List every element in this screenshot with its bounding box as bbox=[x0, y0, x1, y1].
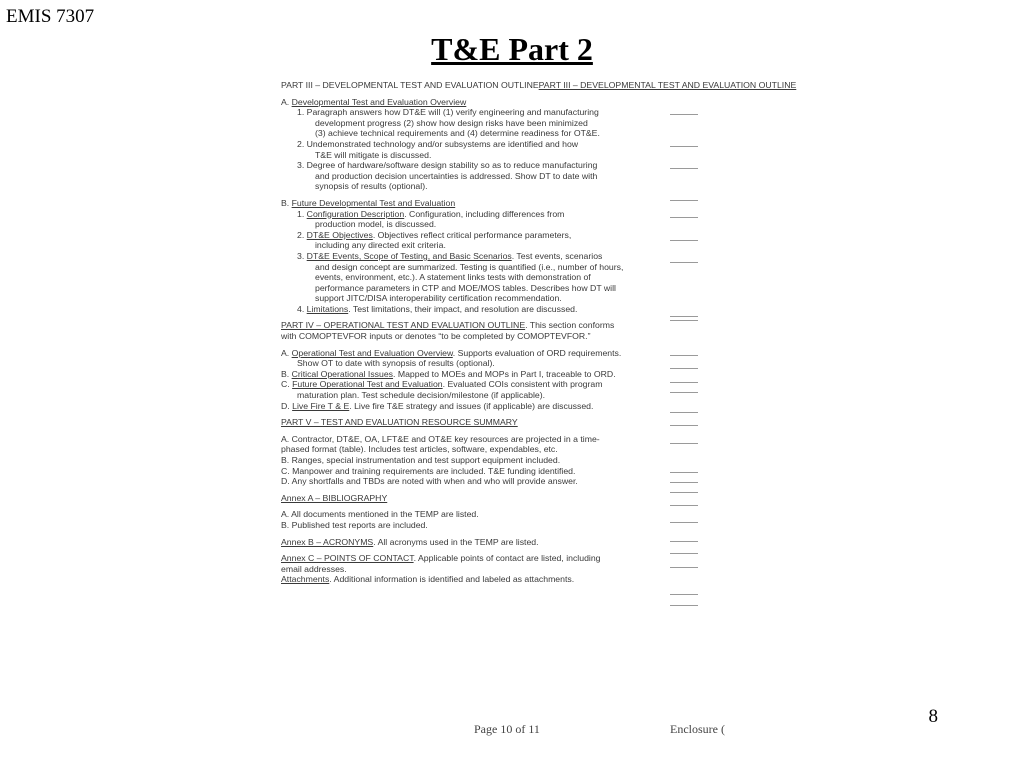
underlined-heading: Limitations bbox=[306, 303, 349, 314]
document-line bbox=[281, 455, 701, 466]
checkbox-blank-line bbox=[670, 553, 698, 554]
underlined-heading: Critical Operational Issues bbox=[291, 368, 394, 379]
document-line bbox=[281, 358, 701, 369]
line-text-rest: . Additional information is identified and labeled as attachments. bbox=[329, 574, 575, 585]
line-text-rest: . Evaluated COIs consistent with program bbox=[442, 379, 603, 390]
document-enclosure-label: Enclosure ( bbox=[670, 722, 725, 736]
line-text: Show OT to date with synopsis of results (optional). bbox=[297, 358, 495, 369]
document-page-number: Page 10 of 11 bbox=[474, 722, 540, 736]
document-line bbox=[281, 251, 701, 262]
document-line bbox=[281, 476, 701, 487]
line-text-rest: . Supports evaluation of ORD requirements. bbox=[452, 347, 622, 358]
course-label: EMIS 7307 bbox=[6, 6, 95, 27]
document-line bbox=[281, 434, 701, 445]
checkbox-blank-line bbox=[670, 355, 698, 356]
underlined-heading: Annex C – POINTS OF CONTACT bbox=[281, 553, 414, 564]
line-text: C. bbox=[281, 379, 293, 390]
line-text-rest: . All acronyms used in the TEMP are listed. bbox=[373, 536, 539, 547]
document-line bbox=[281, 509, 701, 520]
document-line bbox=[281, 348, 701, 359]
line-text-rest: . Test events, scenarios bbox=[511, 250, 603, 261]
document-line bbox=[281, 390, 701, 401]
document-line bbox=[281, 574, 701, 585]
document-line bbox=[281, 537, 701, 548]
document-line bbox=[281, 466, 701, 477]
line-text: including any directed exit criteria. bbox=[315, 240, 446, 251]
checkbox-blank-line bbox=[670, 492, 698, 493]
line-text-rest: . Live fire T&E strategy and issues (if applicable) are discussed. bbox=[349, 400, 594, 411]
underlined-heading: Attachments bbox=[281, 574, 330, 585]
checkbox-blank-line bbox=[670, 368, 698, 369]
underlined-heading: PART IV – OPERATIONAL TEST AND EVALUATION OUTLINE bbox=[281, 320, 526, 331]
document-line bbox=[281, 262, 701, 273]
line-text: B. Ranges, special instrumentation and test support equipment included. bbox=[281, 455, 561, 465]
document-line bbox=[281, 209, 701, 220]
document-line bbox=[281, 553, 701, 564]
checkbox-blank-line bbox=[670, 320, 698, 321]
line-text-rest: . Objectives reflect critical performance parameters, bbox=[372, 229, 572, 240]
document-line bbox=[281, 181, 701, 192]
line-text: maturation plan. Test schedule decision/milestone (if applicable). bbox=[297, 390, 546, 401]
checkbox-blank-line bbox=[670, 412, 698, 413]
checkbox-blank-line bbox=[670, 200, 698, 201]
underlined-heading: DT&E Objectives bbox=[306, 229, 373, 240]
checkbox-blank-line bbox=[670, 146, 698, 147]
document-line bbox=[281, 520, 701, 531]
line-text: 3. Degree of hardware/software design stability so as to reduce manufacturing bbox=[297, 160, 598, 171]
checkbox-blank-line bbox=[670, 605, 698, 606]
document-line bbox=[281, 293, 701, 304]
document-line bbox=[281, 107, 701, 118]
document-line bbox=[281, 219, 701, 230]
line-text: synopsis of results (optional). bbox=[315, 181, 428, 192]
document-line bbox=[281, 240, 701, 251]
line-text: production model, is discussed. bbox=[315, 219, 437, 230]
checkbox-blank-line bbox=[670, 217, 698, 218]
underlined-heading: Annex B – ACRONYMS bbox=[281, 536, 374, 547]
line-text: phased format (table). Includes test articles, software, expendables, etc. bbox=[281, 444, 558, 455]
line-text: B. bbox=[281, 368, 292, 379]
document-line bbox=[281, 171, 701, 182]
checkbox-blank-line bbox=[670, 443, 698, 444]
document-line bbox=[281, 198, 701, 209]
document-line bbox=[281, 493, 701, 504]
line-text-rest: . Applicable points of contact are listed, including bbox=[413, 553, 601, 564]
line-text: support JITC/DISA interoperability certification recommendation. bbox=[315, 293, 562, 304]
line-text: 1. Paragraph answers how DT&E will (1) verify engineering and manufacturing bbox=[297, 107, 599, 118]
document-line bbox=[281, 369, 701, 380]
document-line bbox=[281, 444, 701, 455]
slide-title: T&E Part 2 bbox=[431, 31, 593, 67]
underlined-heading: Annex A – BIBLIOGRAPHY bbox=[281, 492, 388, 503]
line-text: 2. bbox=[297, 229, 307, 240]
document-line bbox=[281, 304, 701, 315]
line-text: performance parameters in CTP and MOE/MOS tables. Describes how DT will bbox=[315, 282, 616, 293]
document-line bbox=[281, 283, 701, 294]
line-text: email addresses. bbox=[281, 563, 347, 574]
underlined-heading: Developmental Test and Evaluation Overview bbox=[291, 96, 467, 107]
line-text: development progress (2) show how design risks have been minimized bbox=[315, 117, 588, 128]
underlined-heading: Operational Test and Evaluation Overview bbox=[291, 347, 453, 358]
checkbox-blank-line bbox=[670, 522, 698, 523]
line-text-rest: . This section conforms bbox=[525, 320, 615, 331]
line-text: 3. bbox=[297, 250, 307, 261]
line-text: PART III – DEVELOPMENTAL TEST AND EVALUATION OUTLINE bbox=[281, 80, 539, 90]
document-line bbox=[281, 320, 701, 331]
line-text-rest: . Mapped to MOEs and MOPs in Part I, traceable to ORD. bbox=[393, 368, 616, 379]
underlined-heading: Live Fire T & E bbox=[292, 400, 350, 411]
line-text: C. Manpower and training requirements are included. T&E funding identified. bbox=[281, 465, 576, 476]
checkbox-blank-line bbox=[670, 594, 698, 595]
checkbox-blank-line bbox=[670, 316, 698, 317]
underlined-heading: Future Developmental Test and Evaluation bbox=[291, 197, 456, 208]
checkbox-blank-line bbox=[670, 567, 698, 568]
line-text: A. Contractor, DT&E, OA, LFT&E and OT&E key resources are projected in a time- bbox=[281, 433, 600, 444]
checkbox-blank-line bbox=[670, 240, 698, 241]
underlined-heading: Configuration Description bbox=[306, 208, 405, 219]
slide-number: 8 bbox=[928, 706, 938, 727]
document-line bbox=[281, 417, 701, 428]
checkbox-blank-line bbox=[670, 382, 698, 383]
document-line bbox=[281, 564, 701, 575]
line-text: D. bbox=[281, 400, 293, 411]
checkbox-blank-line bbox=[670, 505, 698, 506]
line-text: A. bbox=[281, 96, 292, 107]
document-line bbox=[281, 379, 701, 390]
document-line bbox=[281, 118, 701, 129]
checkbox-blank-line bbox=[670, 482, 698, 483]
checkbox-blank-line bbox=[670, 168, 698, 169]
line-text: A. bbox=[281, 347, 292, 358]
checkbox-blank-line bbox=[670, 472, 698, 473]
line-text: B. Published test reports are included. bbox=[281, 519, 428, 530]
document-line bbox=[281, 230, 701, 241]
document-line bbox=[281, 272, 701, 283]
checkbox-blank-line bbox=[670, 425, 698, 426]
line-text: 4. bbox=[297, 303, 307, 314]
checkbox-blank-line bbox=[670, 114, 698, 115]
document-line bbox=[281, 97, 701, 108]
scanned-document-page bbox=[281, 80, 797, 585]
line-text: B. bbox=[281, 197, 292, 208]
underlined-heading: DT&E Events, Scope of Testing, and Basic Scenarios bbox=[306, 250, 512, 261]
document-line bbox=[281, 139, 701, 150]
line-text: A. All documents mentioned in the TEMP are listed. bbox=[281, 509, 479, 520]
underlined-heading: PART III – DEVELOPMENTAL TEST AND EVALUATION OUTLINE bbox=[538, 80, 797, 90]
checkbox-blank-line bbox=[670, 392, 698, 393]
line-text: 2. Undemonstrated technology and/or subsystems are identified and how bbox=[297, 138, 579, 149]
document-line bbox=[281, 160, 701, 171]
document-line bbox=[281, 401, 701, 412]
checkbox-blank-line bbox=[670, 541, 698, 542]
line-text: (3) achieve technical requirements and (4) determine readiness for OT&E. bbox=[315, 128, 600, 139]
line-text: D. Any shortfalls and TBDs are noted with when and who will provide answer. bbox=[281, 476, 578, 487]
line-text: and production decision uncertainties is addressed. Show DT to date with bbox=[315, 170, 598, 181]
underlined-heading: PART V – TEST AND EVALUATION RESOURCE SUMMARY bbox=[281, 417, 518, 428]
line-text: with COMOPTEVFOR inputs or denotes “to be completed by COMOPTEVFOR.” bbox=[281, 331, 591, 342]
document-line bbox=[281, 150, 701, 161]
underlined-heading: Future Operational Test and Evaluation bbox=[292, 379, 443, 390]
line-text-rest: . Test limitations, their impact, and resolution are discussed. bbox=[348, 303, 578, 314]
document-line bbox=[281, 128, 701, 139]
checkbox-blank-line bbox=[670, 262, 698, 263]
document-line bbox=[281, 80, 797, 91]
line-text-rest: . Configuration, including differences from bbox=[404, 208, 565, 219]
line-text: 1. bbox=[297, 208, 307, 219]
line-text: T&E will mitigate is discussed. bbox=[315, 149, 432, 160]
line-text: events, environment, etc.). A statement links tests with demonstration of bbox=[315, 272, 591, 283]
document-line bbox=[281, 331, 701, 342]
line-text: and design concept are summarized. Testing is quantified (i.e., number of hours, bbox=[315, 261, 624, 272]
